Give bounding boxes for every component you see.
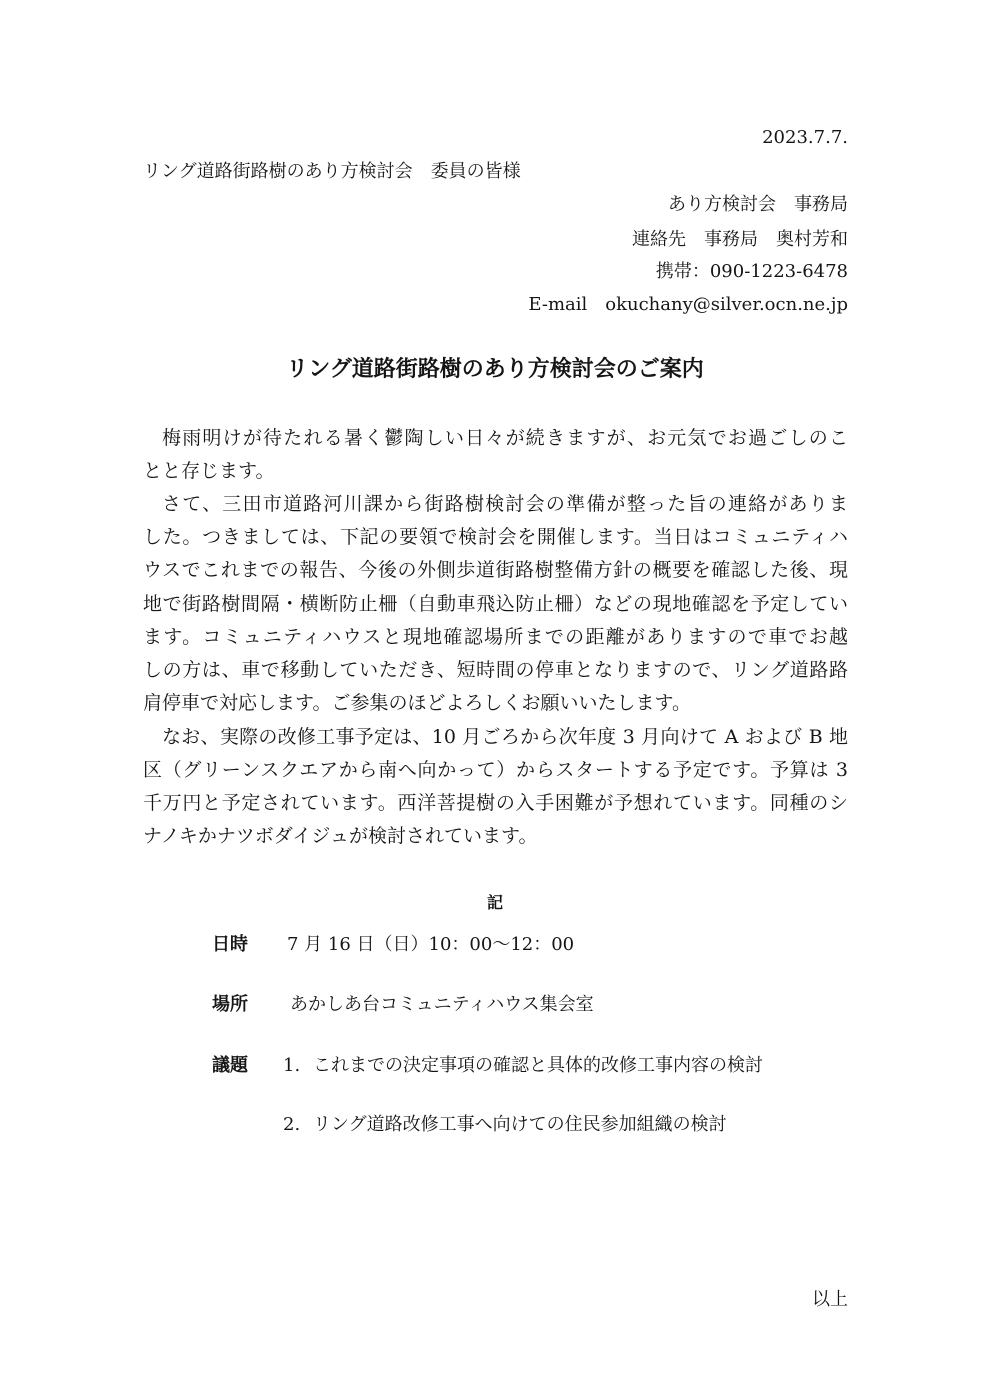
place-label: 場所: [212, 994, 248, 1015]
body-line: 区（グリーンスクエアから南へ向かって）からスタートする予定です。予算は 3: [143, 759, 848, 781]
body-line: 梅雨明けが待たれる暑く鬱陶しい日々が続きますが、お元気でお過ごしのこ: [162, 427, 848, 449]
agenda-item-number: 2.: [283, 1114, 301, 1135]
agenda-label: 議題: [212, 1055, 248, 1076]
agenda-item-number: 1.: [283, 1055, 301, 1076]
agenda-item-text: これまでの決定事項の確認と具体的改修工事内容の検討: [313, 1055, 763, 1076]
sender-email: E-mail okuchany@silver.ocn.ne.jp: [528, 294, 848, 315]
body-line: 肩停車で対応します。ご参集のほどよろしくお願いいたします。: [143, 692, 691, 714]
body-line: とと存じます。: [143, 460, 275, 482]
body-line: 千万円と予定されています。西洋菩提樹の入手困難が予想れています。同種のシ: [143, 792, 848, 814]
body-line: さて、三田市道路河川課から街路樹検討会の準備が整った旨の連絡がありま: [162, 493, 848, 515]
document-date: 2023.7.7.: [762, 127, 848, 148]
datetime-value: 7 月 16 日（日）10：00～12：00: [287, 934, 575, 955]
body-line: ます。コミュニティハウスと現地確認場所までの距離がありますので車でお越: [143, 626, 848, 648]
sender-phone: 携帯：090-1223-6478: [655, 261, 848, 282]
body-line: 地で街路樹間隔・横断防止柵（自動車飛込防止柵）などの現地確認を予定してい: [143, 593, 848, 615]
datetime-label: 日時: [212, 934, 248, 955]
ki-heading: 記: [486, 893, 503, 912]
body-line: なお、実際の改修工事予定は、10 月ごろから次年度 3 月向けて A および B 地: [162, 726, 848, 748]
agenda-item-text: リング道路改修工事へ向けての住民参加組織の検討: [313, 1114, 727, 1135]
place-value: あかしあ台コミュニティハウス集会室: [290, 994, 594, 1015]
body-line: しの方は、車で移動していただき、短時間の停車となりますので、リング道路路: [143, 659, 848, 681]
body-line: した。つきましては、下記の要領で検討会を開催します。当日はコミュニティハ: [143, 526, 848, 548]
document-title: リング道路街路樹のあり方検討会のご案内: [286, 357, 704, 382]
sender-org: あり方検討会 事務局: [668, 194, 848, 215]
body-line: ナノキかナツボダイジュが検討されています。: [143, 825, 538, 847]
sender-contact: 連絡先 事務局 奥村芳和: [632, 229, 848, 250]
addressee: リング道路街路樹のあり方検討会 委員の皆様: [143, 161, 521, 182]
closing: 以上: [812, 1289, 848, 1310]
body-line: ウスでこれまでの報告、今後の外側歩道街路樹整備方針の概要を確認した後、現: [143, 559, 848, 581]
